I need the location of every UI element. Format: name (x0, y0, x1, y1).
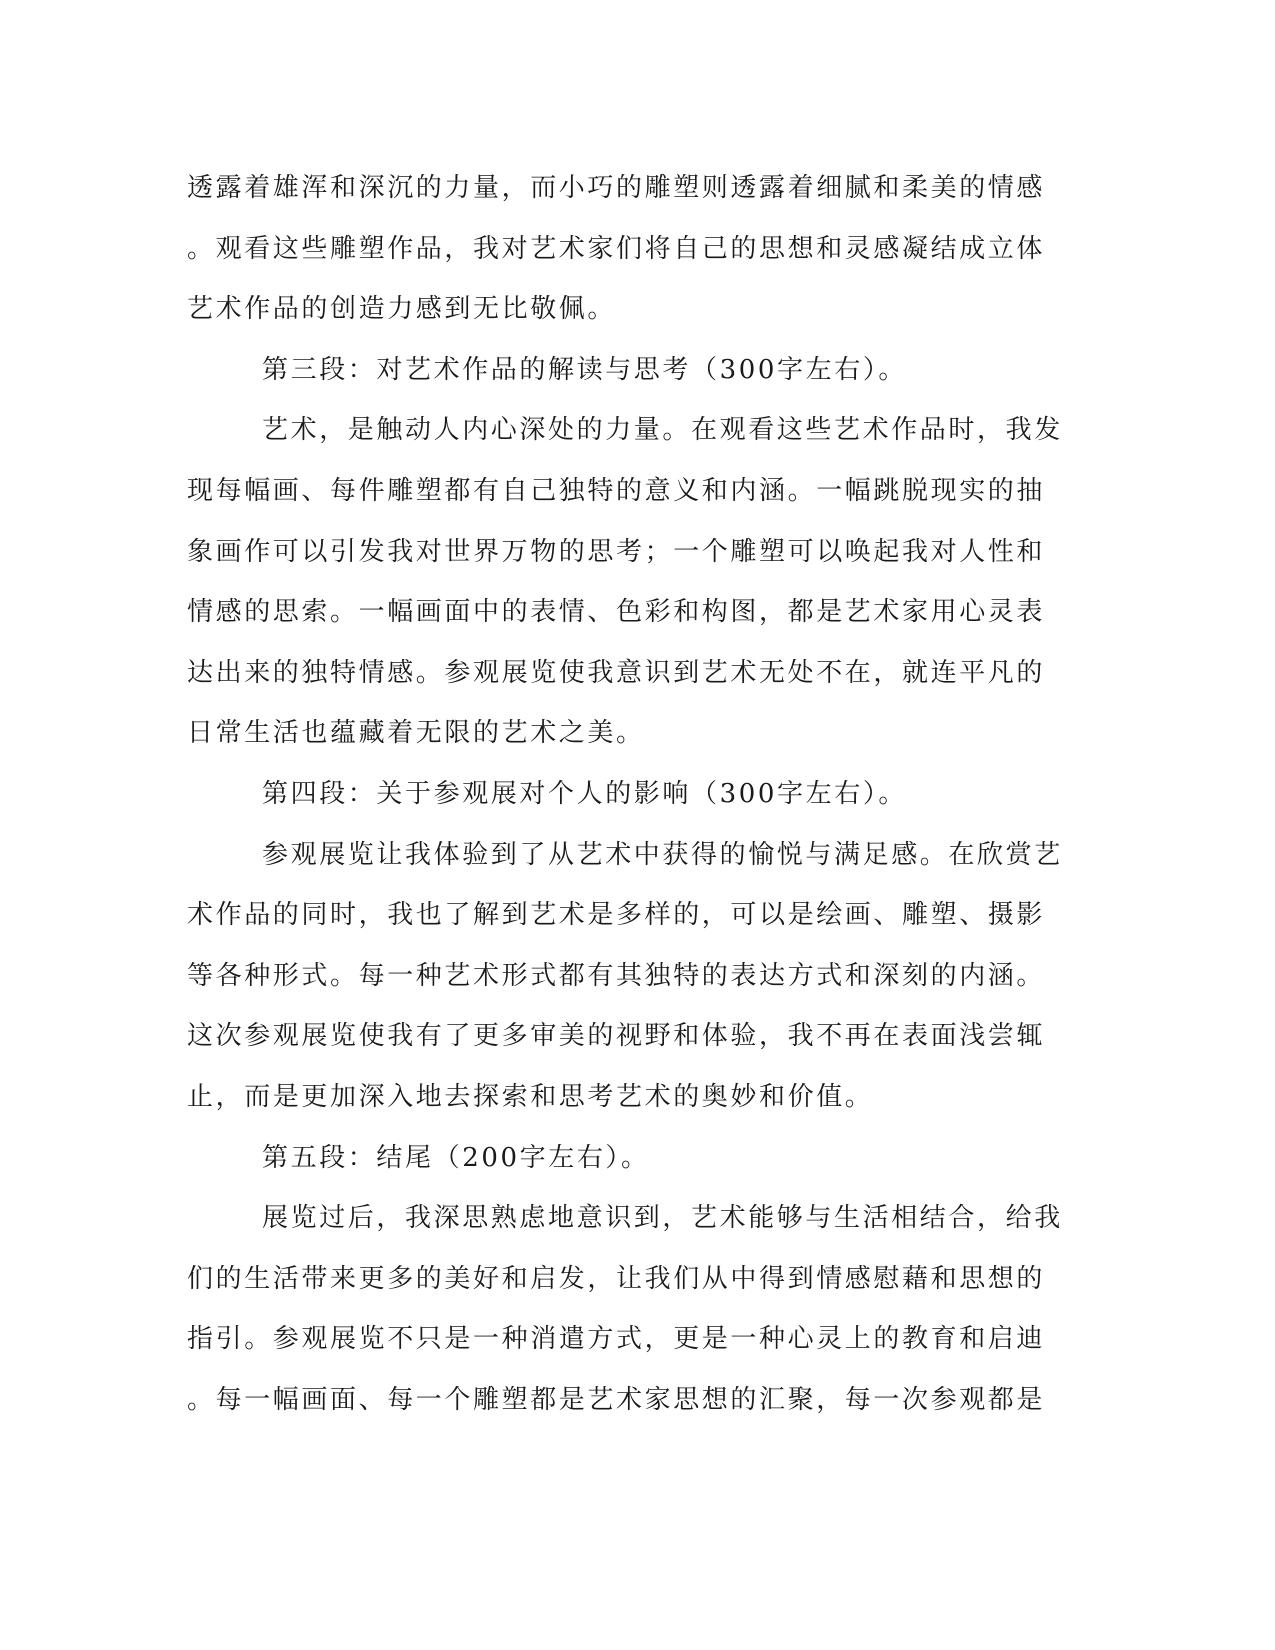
text-line: 情感的思索。一幅画面中的表情、色彩和构图，都是艺术家用心灵表 (187, 597, 1046, 628)
section-heading-4: 第四段：关于参观展对个人的影响（300字左右）。 (262, 778, 908, 809)
text-line: 术作品的同时，我也了解到艺术是多样的，可以是绘画、雕塑、摄影 (187, 900, 1046, 931)
text-line: 展览过后，我深思熟虑地意识到，艺术能够与生活相结合，给我 (262, 1203, 1063, 1234)
text-line: 。每一幅画面、每一个雕塑都是艺术家思想的汇聚，每一次参观都是 (187, 1384, 1046, 1415)
section-heading-5: 第五段：结尾（200字左右）。 (262, 1142, 650, 1173)
text-line: 透露着雄浑和深沉的力量，而小巧的雕塑则透露着细腻和柔美的情感 (187, 173, 1046, 203)
text-line: 艺术作品的创造力感到无比敬佩。 (187, 294, 617, 325)
text-line: 止，而是更加深入地去探索和思考艺术的奥妙和价值。 (187, 1081, 874, 1112)
text-line: 指引。参观展览不只是一种消遣方式，更是一种心灵上的教育和启迪 (187, 1324, 1046, 1355)
text-line: 达出来的独特情感。参观展览使我意识到艺术无处不在，就连平凡的 (187, 657, 1046, 688)
text-line: 象画作可以引发我对世界万物的思考；一个雕塑可以唤起我对人性和 (187, 536, 1046, 567)
body-text (187, 158, 1067, 1430)
text-line: 现每幅画、每件雕塑都有自己独特的意义和内涵。一幅跳脱现实的抽 (187, 475, 1046, 506)
text-line: 等各种形式。每一种艺术形式都有其独特的表达方式和深刻的内涵。 (187, 960, 1046, 991)
text-line: 艺术，是触动人内心深处的力量。在观看这些艺术作品时，我发 (262, 415, 1063, 446)
text-line: 。观看这些雕塑作品，我对艺术家们将自己的思想和灵感凝结成立体 (187, 233, 1046, 264)
text-line: 这次参观展览使我有了更多审美的视野和体验，我不再在表面浅尝辄 (187, 1021, 1046, 1052)
section-heading-3: 第三段：对艺术作品的解读与思考（300字左右）。 (262, 354, 908, 385)
text-line: 参观展览让我体验到了从艺术中获得的愉悦与满足感。在欣赏艺 (262, 839, 1063, 870)
text-line: 们的生活带来更多的美好和启发，让我们从中得到情感慰藉和思想的 (187, 1263, 1046, 1294)
text-line: 日常生活也蕴藏着无限的艺术之美。 (187, 718, 645, 749)
